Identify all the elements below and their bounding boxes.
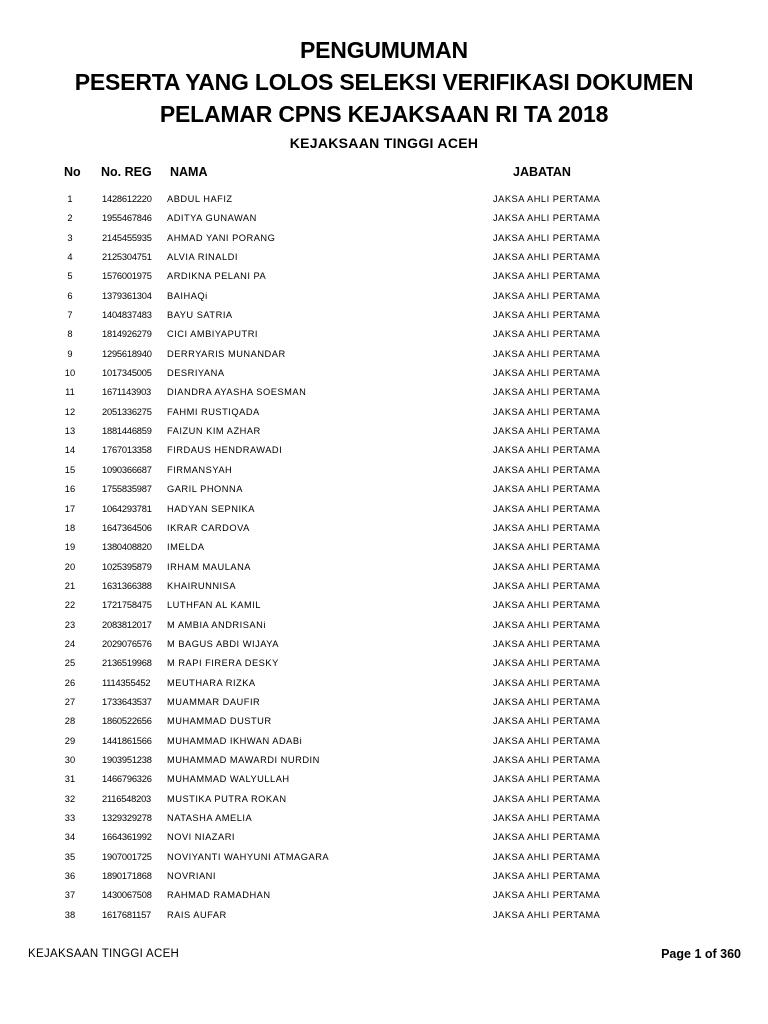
row-number: 5 bbox=[67, 271, 73, 282]
position: JAKSA AHLI PERTAMA bbox=[493, 426, 601, 437]
column-header-reg: No. REG bbox=[101, 165, 152, 179]
participant-name: BAIHAQi bbox=[167, 290, 208, 301]
position: JAKSA AHLI PERTAMA bbox=[493, 387, 601, 398]
participant-name: CICI AMBIYAPUTRI bbox=[167, 329, 258, 340]
position: JAKSA AHLI PERTAMA bbox=[493, 445, 601, 456]
position: JAKSA AHLI PERTAMA bbox=[493, 638, 601, 649]
registration-number: 1114355452 bbox=[102, 677, 151, 688]
row-number: 7 bbox=[67, 310, 73, 321]
table-row bbox=[0, 500, 768, 519]
participant-name: FAHMI RUSTIQADA bbox=[167, 406, 260, 417]
participant-name: LUTHFAN AL KAMIL bbox=[167, 600, 261, 611]
registration-number: 1295618940 bbox=[102, 348, 152, 359]
title-line-3: PELAMAR CPNS KEJAKSAAN RI TA 2018 bbox=[159, 101, 609, 127]
column-header-no: No bbox=[64, 165, 81, 179]
row-number: 8 bbox=[67, 329, 73, 340]
participant-name: M BAGUS ABDI WIJAYA bbox=[167, 638, 279, 649]
registration-number: 1903951238 bbox=[102, 754, 152, 765]
row-number: 15 bbox=[64, 464, 76, 475]
row-number: 38 bbox=[64, 909, 76, 920]
row-number: 14 bbox=[64, 445, 76, 456]
table-row bbox=[0, 674, 768, 693]
registration-number: 1025395879 bbox=[102, 561, 152, 572]
registration-number: 1860522656 bbox=[102, 716, 152, 727]
registration-number: 1441861566 bbox=[102, 735, 152, 746]
participant-name: ADITYA GUNAWAN bbox=[167, 213, 257, 224]
position: JAKSA AHLI PERTAMA bbox=[493, 735, 601, 746]
position: JAKSA AHLI PERTAMA bbox=[493, 619, 601, 630]
position: JAKSA AHLI PERTAMA bbox=[493, 793, 601, 804]
row-number: 37 bbox=[64, 890, 76, 901]
participant-name: ABDUL HAFIZ bbox=[167, 194, 233, 204]
position: JAKSA AHLI PERTAMA bbox=[493, 677, 601, 688]
registration-number: 1767013358 bbox=[102, 445, 152, 456]
registration-number: 1617681157 bbox=[102, 909, 152, 920]
participant-name: MUHAMMAD MAWARDI NURDIN bbox=[167, 754, 320, 765]
position: JAKSA AHLI PERTAMA bbox=[493, 813, 601, 823]
row-number: 13 bbox=[64, 426, 76, 437]
position: JAKSA AHLI PERTAMA bbox=[493, 329, 601, 340]
registration-number: 1755835987 bbox=[102, 484, 152, 495]
registration-number: 1404837483 bbox=[102, 310, 152, 321]
participant-name: RAIS AUFAR bbox=[167, 909, 227, 920]
table-row bbox=[0, 538, 768, 557]
table-row bbox=[0, 654, 768, 673]
row-number: 21 bbox=[64, 580, 76, 591]
table-row bbox=[0, 828, 768, 847]
row-number: 35 bbox=[64, 851, 76, 862]
registration-number: 1631366388 bbox=[102, 580, 152, 591]
row-number: 3 bbox=[67, 232, 73, 243]
table-row bbox=[0, 751, 768, 770]
page-number: Page 1 of 360 bbox=[661, 947, 741, 961]
row-number: 9 bbox=[67, 348, 73, 359]
registration-number: 2136519968 bbox=[102, 658, 152, 669]
registration-number: 1329329278 bbox=[102, 813, 152, 823]
registration-number: 1090366687 bbox=[102, 464, 152, 475]
registration-number: 1907001725 bbox=[102, 851, 152, 862]
table-row bbox=[0, 848, 768, 867]
participant-name: MEUTHARA RIZKA bbox=[167, 677, 256, 688]
participant-name: RAHMAD RAMADHAN bbox=[167, 890, 271, 901]
position: JAKSA AHLI PERTAMA bbox=[493, 561, 601, 572]
row-number: 11 bbox=[65, 387, 75, 398]
position: JAKSA AHLI PERTAMA bbox=[493, 503, 601, 514]
row-number: 16 bbox=[64, 484, 76, 495]
row-number: 18 bbox=[64, 522, 76, 533]
registration-number: 1733643537 bbox=[102, 696, 152, 707]
registration-number: 1814926279 bbox=[102, 329, 152, 340]
participant-name: FIRMANSYAH bbox=[167, 464, 233, 475]
row-number: 22 bbox=[64, 600, 76, 611]
row-number: 20 bbox=[64, 561, 76, 572]
row-number: 2 bbox=[67, 213, 73, 224]
table-row bbox=[0, 229, 768, 248]
row-number: 12 bbox=[64, 406, 76, 417]
registration-number: 2083812017 bbox=[102, 619, 152, 630]
participant-name: MUAMMAR DAUFIR bbox=[167, 696, 261, 707]
registration-number: 1064293781 bbox=[102, 503, 152, 514]
participant-name: M RAPI FIRERA DESKY bbox=[167, 658, 279, 669]
participant-name: GARIL PHONNA bbox=[167, 484, 243, 495]
position: JAKSA AHLI PERTAMA bbox=[493, 851, 601, 862]
table-row bbox=[0, 364, 768, 383]
table-row bbox=[0, 383, 768, 402]
table-row bbox=[0, 693, 768, 712]
table-row bbox=[0, 577, 768, 596]
row-number: 10 bbox=[64, 368, 76, 379]
row-number: 31 bbox=[64, 774, 76, 785]
table-row bbox=[0, 209, 768, 228]
participant-name: IRHAM MAULANA bbox=[167, 561, 251, 572]
row-number: 29 bbox=[64, 735, 76, 746]
participant-name: HADYAN SEPNIKA bbox=[167, 503, 255, 514]
position: JAKSA AHLI PERTAMA bbox=[493, 406, 601, 417]
participant-name: NOVIYANTI WAHYUNI ATMAGARA bbox=[167, 851, 330, 862]
row-number: 25 bbox=[64, 658, 76, 669]
registration-number: 1721758475 bbox=[102, 600, 152, 611]
position: JAKSA AHLI PERTAMA bbox=[493, 271, 601, 282]
table-row bbox=[0, 886, 768, 905]
table-row bbox=[0, 867, 768, 886]
document-subtitle: KEJAKSAAN TINGGI ACEH bbox=[289, 135, 479, 151]
row-number: 23 bbox=[64, 619, 76, 630]
participant-name: MUSTIKA PUTRA ROKAN bbox=[167, 793, 287, 804]
row-number: 32 bbox=[64, 793, 76, 804]
row-number: 30 bbox=[64, 754, 76, 765]
registration-number: 1671143903 bbox=[102, 387, 152, 398]
participant-name: FAIZUN KIM AZHAR bbox=[167, 426, 261, 437]
participant-name: ARDIKNA PELANI PA bbox=[167, 271, 267, 282]
participant-name: NOVRIANI bbox=[167, 871, 216, 882]
registration-number: 2125304751 bbox=[102, 252, 152, 263]
position: JAKSA AHLI PERTAMA bbox=[493, 658, 601, 669]
position: JAKSA AHLI PERTAMA bbox=[493, 232, 601, 243]
row-number: 19 bbox=[64, 542, 76, 553]
table-row bbox=[0, 635, 768, 654]
participant-name: M AMBIA ANDRISANi bbox=[167, 619, 266, 630]
position: JAKSA AHLI PERTAMA bbox=[493, 310, 601, 321]
table-row bbox=[0, 325, 768, 344]
registration-number: 1576001975 bbox=[102, 271, 152, 282]
table-row bbox=[0, 480, 768, 499]
position: JAKSA AHLI PERTAMA bbox=[493, 580, 601, 591]
title-line-1: PENGUMUMAN bbox=[300, 37, 468, 63]
participant-name: IKRAR CARDOVA bbox=[167, 522, 250, 533]
table-row bbox=[0, 596, 768, 615]
row-number: 26 bbox=[64, 677, 76, 688]
registration-number: 2145455935 bbox=[102, 232, 152, 243]
participant-name: KHAIRUNNISA bbox=[167, 580, 237, 591]
registration-number: 1955467846 bbox=[102, 213, 152, 224]
registration-number: 1430067508 bbox=[102, 890, 152, 901]
column-header-nama: NAMA bbox=[170, 165, 208, 179]
row-number: 28 bbox=[64, 716, 76, 727]
row-number: 4 bbox=[67, 252, 73, 263]
table-row bbox=[0, 248, 768, 267]
row-number: 24 bbox=[64, 638, 76, 649]
table-row bbox=[0, 616, 768, 635]
participant-table bbox=[0, 190, 768, 925]
position: JAKSA AHLI PERTAMA bbox=[493, 871, 601, 882]
position: JAKSA AHLI PERTAMA bbox=[493, 252, 601, 263]
registration-number: 1017345005 bbox=[102, 368, 152, 379]
row-number: 17 bbox=[64, 503, 76, 514]
table-row bbox=[0, 441, 768, 460]
registration-number: 2029076576 bbox=[102, 638, 152, 649]
row-number: 6 bbox=[67, 290, 73, 301]
participant-name: MUHAMMAD WALYULLAH bbox=[167, 774, 290, 785]
position: JAKSA AHLI PERTAMA bbox=[493, 484, 601, 495]
position: JAKSA AHLI PERTAMA bbox=[493, 600, 601, 611]
row-number: 34 bbox=[64, 832, 76, 843]
document-title bbox=[0, 34, 768, 130]
participant-name: NATASHA AMELIA bbox=[167, 813, 253, 823]
position: JAKSA AHLI PERTAMA bbox=[493, 716, 601, 727]
participant-name: DESRIYANA bbox=[167, 368, 225, 379]
registration-number: 1664361992 bbox=[102, 832, 152, 843]
participant-name: MUHAMMAD DUSTUR bbox=[167, 716, 272, 727]
position: JAKSA AHLI PERTAMA bbox=[493, 194, 601, 204]
position: JAKSA AHLI PERTAMA bbox=[493, 368, 601, 379]
position: JAKSA AHLI PERTAMA bbox=[493, 522, 601, 533]
row-number: 33 bbox=[64, 813, 76, 823]
participant-name: BAYU SATRIA bbox=[167, 310, 233, 321]
participant-name: MUHAMMAD IKHWAN ADABi bbox=[167, 735, 303, 746]
registration-number: 2051336275 bbox=[102, 406, 152, 417]
table-row bbox=[0, 809, 768, 828]
position: JAKSA AHLI PERTAMA bbox=[493, 542, 601, 553]
participant-name: ALVIA RINALDI bbox=[167, 252, 238, 263]
table-row bbox=[0, 712, 768, 731]
position: JAKSA AHLI PERTAMA bbox=[493, 290, 601, 301]
registration-number: 1647364506 bbox=[102, 522, 152, 533]
participant-name: DIANDRA AYASHA SOESMAN bbox=[167, 387, 307, 398]
table-row bbox=[0, 790, 768, 809]
registration-number: 1428612220 bbox=[102, 194, 152, 204]
registration-number: 1881446859 bbox=[102, 426, 152, 437]
position: JAKSA AHLI PERTAMA bbox=[493, 696, 601, 707]
footer-institution: KEJAKSAAN TINGGI ACEH bbox=[28, 948, 180, 960]
table-row bbox=[0, 461, 768, 480]
participant-name: FIRDAUS HENDRAWADI bbox=[167, 445, 283, 456]
participant-name: IMELDA bbox=[167, 542, 205, 553]
position: JAKSA AHLI PERTAMA bbox=[493, 890, 601, 901]
registration-number: 2116548203 bbox=[102, 793, 152, 804]
row-number: 27 bbox=[64, 696, 76, 707]
registration-number: 1466796326 bbox=[102, 774, 152, 785]
table-row bbox=[0, 287, 768, 306]
row-number: 36 bbox=[64, 871, 76, 882]
position: JAKSA AHLI PERTAMA bbox=[493, 774, 601, 785]
column-header-jabatan: JABATAN bbox=[513, 165, 571, 179]
table-row bbox=[0, 345, 768, 364]
table-row bbox=[0, 267, 768, 286]
participant-name: DERRYARIS MUNANDAR bbox=[167, 348, 286, 359]
registration-number: 1890171868 bbox=[102, 871, 152, 882]
title-line-2: PESERTA YANG LOLOS SELEKSI VERIFIKASI DOKUMEN bbox=[74, 69, 694, 95]
table-row bbox=[0, 422, 768, 441]
participant-name: AHMAD YANI PORANG bbox=[167, 232, 276, 243]
table-row bbox=[0, 906, 768, 925]
table-row bbox=[0, 190, 768, 209]
position: JAKSA AHLI PERTAMA bbox=[493, 909, 601, 920]
table-row bbox=[0, 732, 768, 751]
row-number: 1 bbox=[67, 194, 73, 204]
position: JAKSA AHLI PERTAMA bbox=[493, 213, 601, 224]
table-row bbox=[0, 770, 768, 789]
table-row bbox=[0, 519, 768, 538]
table-row bbox=[0, 558, 768, 577]
table-row bbox=[0, 403, 768, 422]
table-row bbox=[0, 306, 768, 325]
position: JAKSA AHLI PERTAMA bbox=[493, 832, 601, 843]
position: JAKSA AHLI PERTAMA bbox=[493, 464, 601, 475]
registration-number: 1379361304 bbox=[102, 290, 152, 301]
position: JAKSA AHLI PERTAMA bbox=[493, 348, 601, 359]
position: JAKSA AHLI PERTAMA bbox=[493, 754, 601, 765]
registration-number: 1380408820 bbox=[102, 542, 152, 553]
participant-name: NOVI NIAZARI bbox=[167, 832, 235, 843]
